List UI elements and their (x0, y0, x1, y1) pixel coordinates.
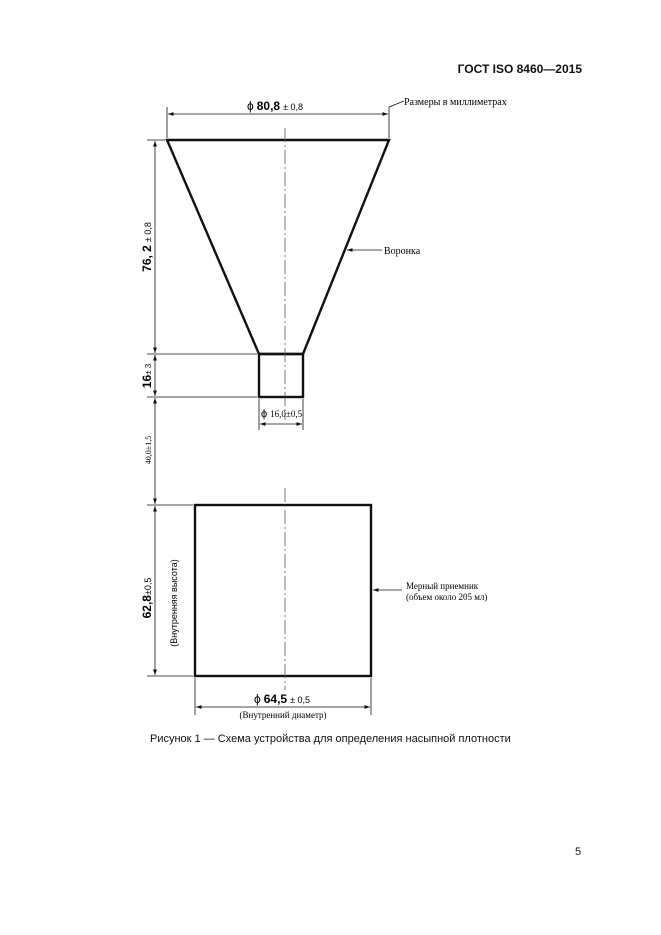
receiver-height-note: (Внутренняя высота) (169, 559, 179, 647)
measuring-receiver (195, 505, 371, 676)
receiver-diameter-note: (Внутренний диаметр) (239, 710, 327, 720)
units-note: Размеры в миллиметрах (404, 97, 507, 108)
gap-height-label: 40,0±1,5 (144, 435, 153, 465)
document-header: ГОСТ ISO 8460—2015 (457, 62, 582, 76)
spout-height-label: 16± 3 (140, 363, 154, 389)
receiver-diameter-label: ϕ 64,5 ± 0,5 (254, 692, 311, 706)
funnel-label: Воронка (384, 246, 421, 257)
receiver-height-label: 62,8±0,5 (140, 577, 154, 619)
funnel (167, 140, 389, 397)
funnel-spout (259, 354, 303, 397)
receiver-label-line2: (объем около 205 мл) (406, 592, 488, 602)
spout-diameter-label: ϕ 16,0±0,5 (261, 408, 303, 420)
receiver-label-line1: Мерный приемник (406, 581, 479, 591)
figure-caption: Рисунок 1 — Схема устройства для определения насыпной плотности (150, 733, 511, 745)
funnel-height-label: 76, 2± 0,8 (140, 222, 154, 272)
top-diameter-label: ϕ 80,8 ± 0,8 (247, 99, 304, 113)
page-number: 5 (575, 846, 582, 858)
